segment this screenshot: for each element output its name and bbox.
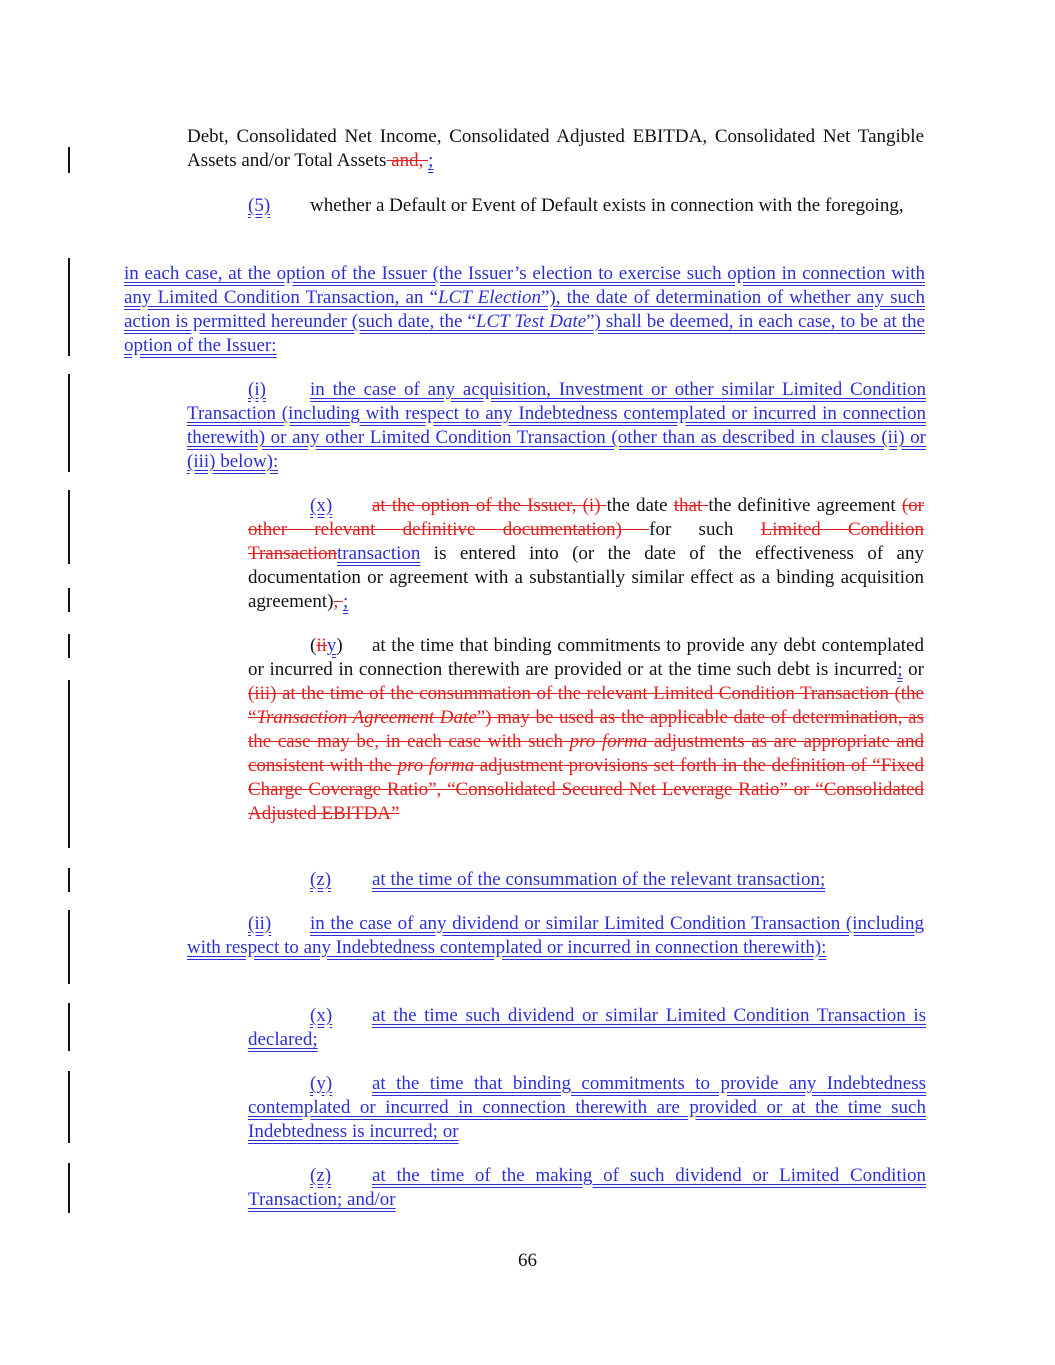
clause-i-z-label: (z) bbox=[310, 869, 332, 890]
page-number: 66 bbox=[518, 1250, 537, 1271]
change-bar bbox=[68, 1071, 70, 1143]
clause-x-text-1: the date bbox=[606, 495, 674, 516]
clause-x-deleted-3: (or other relevant definitive documentation) bbox=[248, 495, 924, 540]
clause-x-deleted-2: that bbox=[673, 495, 709, 516]
clause-i-x-paragraph bbox=[248, 494, 924, 614]
clause-i-y-label: (iiy) bbox=[310, 635, 343, 656]
clause-y-inserted-label: y bbox=[326, 635, 337, 656]
clause-x-inserted-2: ; bbox=[342, 591, 349, 612]
clause-x-text-4: is entered into (or the date of the effectiveness of any documentation or agreement with a substantially similar effect as a binding acquisition agreement) bbox=[248, 543, 924, 612]
clause-i-paragraph bbox=[187, 378, 926, 474]
change-bar bbox=[68, 1163, 70, 1213]
clause-x-deleted-4: Limited Condition Transaction bbox=[248, 519, 924, 564]
clause-i-y-paragraph bbox=[248, 634, 924, 826]
clause-i-z-text: at the time of the consummation of the relevant transaction; bbox=[372, 869, 826, 890]
change-bar bbox=[68, 588, 70, 612]
clause-ii-x-label: (x) bbox=[310, 1005, 333, 1026]
clause-y-text-1: at the time that binding commitments to provide any debt contemplated or incurred in connection therewith are provided or at the time such debt is incurred bbox=[248, 635, 924, 680]
clause-y-text-2: or bbox=[902, 659, 925, 680]
clause-x-inserted-1: transaction bbox=[337, 543, 421, 564]
clause-ii-x-text: at the time such dividend or similar Limited Condition Transaction is declared; bbox=[248, 1005, 926, 1050]
clause-ii-x-paragraph bbox=[248, 1004, 926, 1052]
clause-i-x-label: (x) bbox=[310, 495, 333, 516]
clause-ii-y-label: (y) bbox=[310, 1073, 333, 1094]
clause-ii-paragraph bbox=[187, 912, 924, 960]
clause-ii-z-text: at the time of the making of such dividend or Limited Condition Transaction; and/or bbox=[248, 1165, 926, 1210]
change-bar bbox=[68, 910, 70, 984]
clause-ii-z-label: (z) bbox=[310, 1165, 332, 1186]
change-bar bbox=[68, 490, 70, 564]
intro-deleted-text: and, bbox=[386, 150, 429, 171]
lct-text-3: ”) shall be deemed, in each case, to be at the option of the Issuer: bbox=[124, 311, 925, 356]
clause-y-inserted-1: ; bbox=[897, 659, 903, 680]
clause-i-label: (i) bbox=[248, 379, 266, 400]
clause-5-label: (5) bbox=[248, 195, 271, 216]
intro-paragraph bbox=[187, 125, 924, 173]
lct-election-term: LCT Election bbox=[438, 287, 541, 308]
clause-y-deleted-label: ii bbox=[316, 635, 327, 656]
clause-5-text: whether a Default or Event of Default exists in connection with the foregoing, bbox=[310, 195, 904, 216]
lct-test-date-term: LCT Test Date bbox=[475, 311, 587, 332]
change-bar bbox=[68, 634, 70, 658]
clause-y-deleted-2: ”) may be used as the applicable date of determination, as the case may be, in each case with such bbox=[248, 707, 924, 752]
clause-x-deleted-1: at the option of the Issuer, (i) bbox=[372, 495, 607, 516]
clause-ii-y-paragraph bbox=[248, 1072, 926, 1144]
clause-ii-text: in the case of any dividend or similar Limited Condition Transaction (including with respect to any Indebtedness contemplated or incurred in connection therewith): bbox=[187, 913, 924, 958]
change-bar bbox=[68, 258, 70, 356]
change-bar bbox=[68, 680, 70, 848]
clause-y-deleted-italic-1: Transaction Agreement Date bbox=[256, 707, 477, 728]
change-bar bbox=[68, 868, 70, 892]
clause-ii-label: (ii) bbox=[248, 913, 272, 934]
clause-x-text-2: the definitive agreement bbox=[708, 495, 902, 516]
lct-election-paragraph bbox=[124, 262, 925, 358]
clause-y-deleted-1: (iii) at the time of the consummation of the relevant Limited Condition Transaction (the “ bbox=[248, 683, 924, 728]
clause-y-deleted-3: adjustments as are appropriate and consistent with the bbox=[248, 731, 924, 776]
change-bar bbox=[68, 374, 70, 472]
clause-i-z-paragraph bbox=[248, 868, 924, 892]
lct-text-2: ”), the date of determination of whether any such action is permitted hereunder (such date, the “ bbox=[124, 287, 925, 332]
clause-y-deleted-4: adjustment provisions set forth in the definition of “Fixed Charge Coverage Ratio”, “Consolidated Secured Net Leverage Ratio” or “Consolidated Adjusted EBITDA” bbox=[248, 755, 925, 824]
intro-inserted-text: ; bbox=[428, 150, 434, 171]
clause-y-deleted-italic-2: pro forma bbox=[569, 731, 648, 752]
clause-x-text-3: for such bbox=[649, 519, 761, 540]
clause-i-text: in the case of any acquisition, Investment or other similar Limited Condition Transaction (including with respect to any Indebtedness contemplated or incurred in connection therewith) or any other Limited Condition Transaction (other than as described in clauses (ii) or (iii) below): bbox=[187, 379, 926, 472]
intro-text: Debt, Consolidated Net Income, Consolidated Adjusted EBITDA, Consolidated Net Tangible Assets and/or Total Assets bbox=[187, 126, 924, 171]
change-bar bbox=[68, 1003, 70, 1051]
clause-ii-z-paragraph bbox=[248, 1164, 926, 1212]
clause-5-paragraph bbox=[187, 194, 924, 218]
lct-text-1: in each case, at the option of the Issuer (the Issuer’s election to exercise such option in connection with any Limited Condition Transaction, an “ bbox=[124, 263, 925, 308]
clause-y-deleted-italic-3: pro forma bbox=[397, 755, 475, 776]
change-bar bbox=[68, 147, 70, 173]
clause-x-deleted-5: , bbox=[333, 591, 343, 612]
clause-ii-y-text: at the time that binding commitments to provide any Indebtedness contemplated or incurred in connection therewith are provided or at the time such Indebtedness is incurred; or bbox=[248, 1073, 926, 1142]
